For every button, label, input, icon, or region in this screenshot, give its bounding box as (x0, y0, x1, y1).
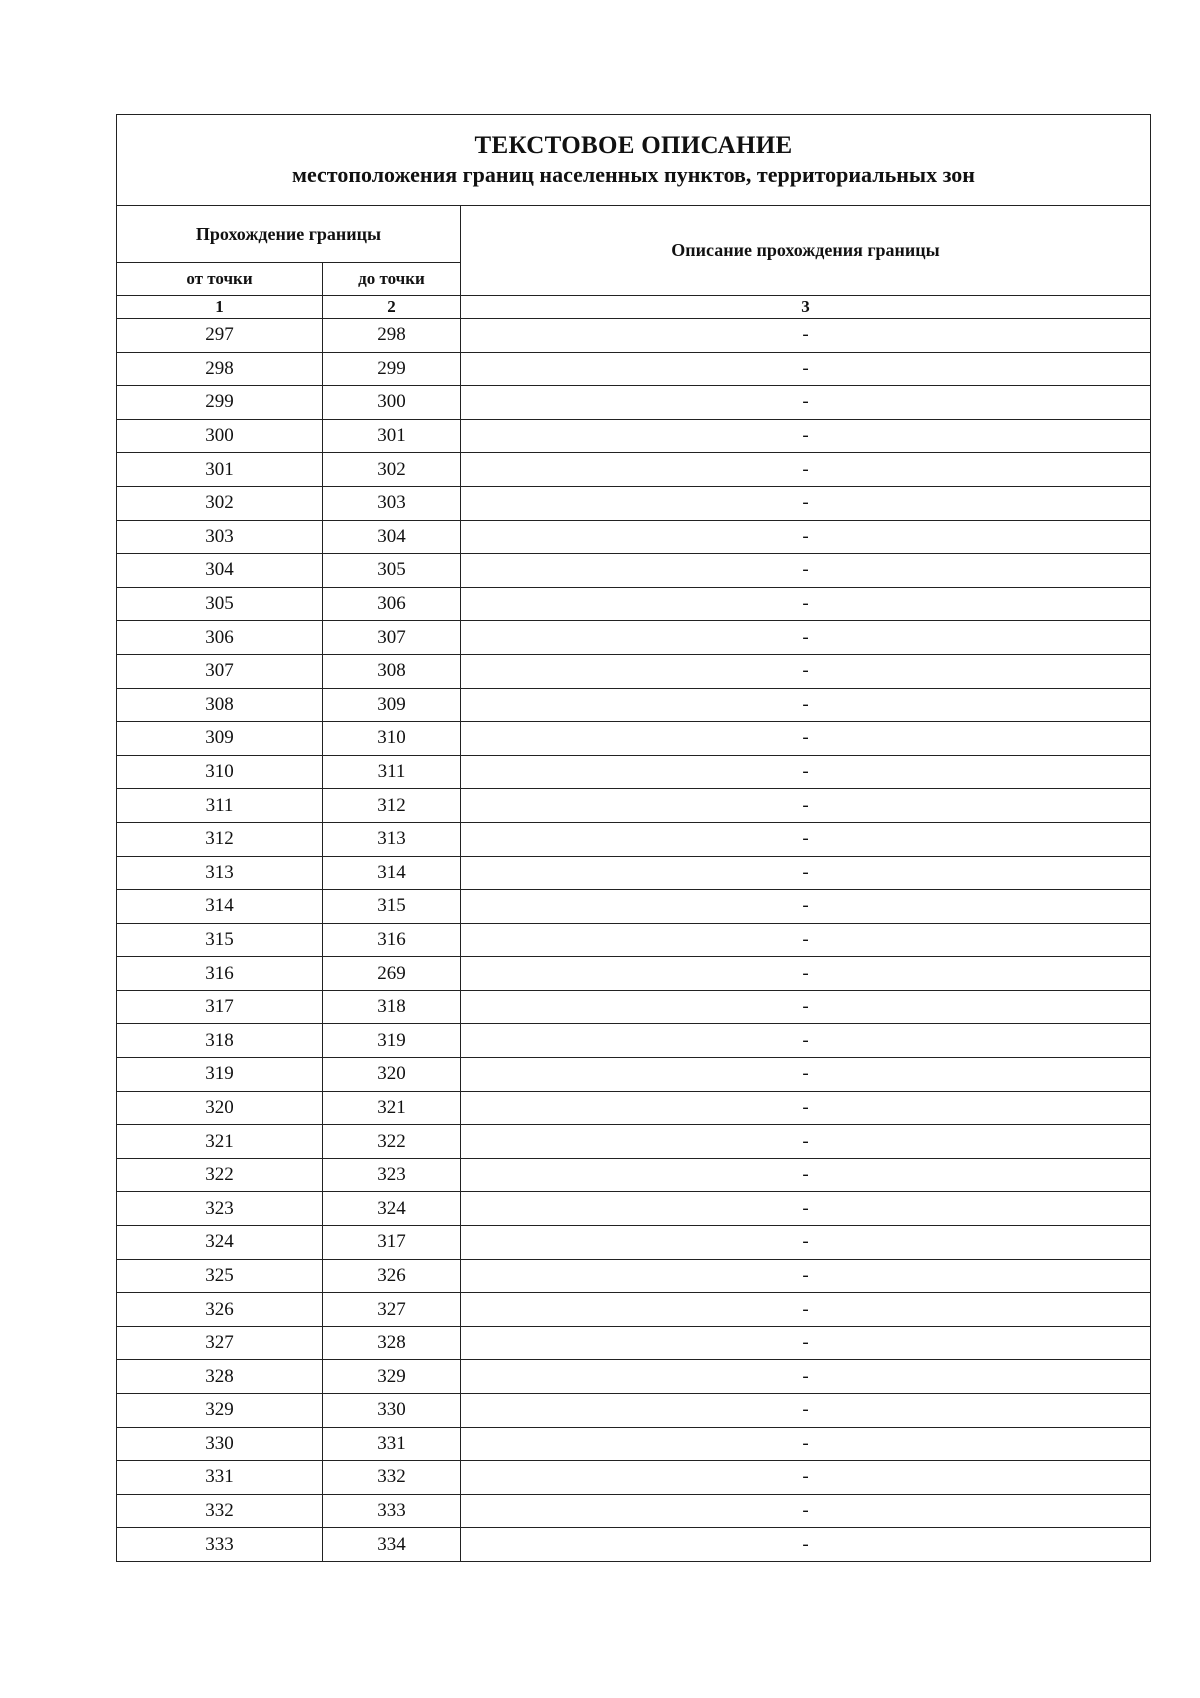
cell-to-point: 332 (323, 1461, 461, 1495)
cell-from-point: 299 (117, 386, 323, 420)
cell-from-point: 319 (117, 1058, 323, 1092)
cell-from-point: 318 (117, 1024, 323, 1058)
table-row (117, 789, 1151, 823)
cell-description: - (461, 1528, 1151, 1562)
cell-from-point: 325 (117, 1259, 323, 1293)
cell-from-point: 327 (117, 1326, 323, 1360)
cell-from-point: 324 (117, 1226, 323, 1260)
cell-description: - (461, 990, 1151, 1024)
table-row (117, 419, 1151, 453)
cell-from-point: 326 (117, 1293, 323, 1327)
table-row (117, 520, 1151, 554)
cell-description: - (461, 822, 1151, 856)
cell-to-point: 309 (323, 688, 461, 722)
cell-to-point: 330 (323, 1394, 461, 1428)
cell-from-point: 317 (117, 990, 323, 1024)
document-page (116, 114, 1150, 1562)
cell-description: - (461, 554, 1151, 588)
cell-to-point: 304 (323, 520, 461, 554)
cell-to-point: 327 (323, 1293, 461, 1327)
cell-description: - (461, 520, 1151, 554)
cell-from-point: 309 (117, 722, 323, 756)
cell-description: - (461, 1058, 1151, 1092)
cell-to-point: 299 (323, 352, 461, 386)
boundary-table (116, 114, 1151, 1562)
cell-description: - (461, 1024, 1151, 1058)
cell-to-point: 323 (323, 1158, 461, 1192)
cell-from-point: 333 (117, 1528, 323, 1562)
cell-to-point: 321 (323, 1091, 461, 1125)
cell-to-point: 269 (323, 957, 461, 991)
table-body (117, 319, 1151, 1562)
cell-from-point: 311 (117, 789, 323, 823)
table-row (117, 1058, 1151, 1092)
cell-description: - (461, 1192, 1151, 1226)
document-title: ТЕКСТОВОЕ ОПИСАНИЕ (474, 132, 793, 159)
table-row (117, 1226, 1151, 1260)
table-row (117, 1024, 1151, 1058)
cell-from-point: 332 (117, 1494, 323, 1528)
table-row (117, 990, 1151, 1024)
cell-description: - (461, 319, 1151, 353)
table-row (117, 1326, 1151, 1360)
cell-description: - (461, 486, 1151, 520)
cell-to-point: 300 (323, 386, 461, 420)
table-row (117, 1125, 1151, 1159)
cell-description: - (461, 1125, 1151, 1159)
cell-from-point: 304 (117, 554, 323, 588)
cell-to-point: 318 (323, 990, 461, 1024)
table-row (117, 957, 1151, 991)
cell-from-point: 323 (117, 1192, 323, 1226)
cell-to-point: 302 (323, 453, 461, 487)
cell-from-point: 306 (117, 621, 323, 655)
cell-to-point: 334 (323, 1528, 461, 1562)
cell-description: - (461, 890, 1151, 924)
cell-description: - (461, 453, 1151, 487)
cell-to-point: 315 (323, 890, 461, 924)
table-row (117, 1091, 1151, 1125)
table-row (117, 319, 1151, 353)
table-row (117, 587, 1151, 621)
cell-description: - (461, 1461, 1151, 1495)
table-row (117, 554, 1151, 588)
cell-to-point: 298 (323, 319, 461, 353)
table-row (117, 1528, 1151, 1562)
table-row (117, 688, 1151, 722)
cell-description: - (461, 1494, 1151, 1528)
header-from-point: от точки (117, 263, 323, 296)
cell-to-point: 319 (323, 1024, 461, 1058)
table-row (117, 1394, 1151, 1428)
table-row (117, 890, 1151, 924)
header-to-point: до точки (323, 263, 461, 296)
cell-description: - (461, 755, 1151, 789)
cell-to-point: 333 (323, 1494, 461, 1528)
cell-from-point: 322 (117, 1158, 323, 1192)
cell-description: - (461, 856, 1151, 890)
cell-to-point: 317 (323, 1226, 461, 1260)
cell-to-point: 303 (323, 486, 461, 520)
cell-to-point: 312 (323, 789, 461, 823)
cell-description: - (461, 688, 1151, 722)
cell-to-point: 314 (323, 856, 461, 890)
column-number-1: 1 (117, 296, 323, 319)
cell-from-point: 310 (117, 755, 323, 789)
table-row (117, 486, 1151, 520)
cell-to-point: 316 (323, 923, 461, 957)
cell-description: - (461, 722, 1151, 756)
document-subtitle: местоположения границ населенных пунктов, территориальных зон (292, 162, 975, 187)
table-row (117, 386, 1151, 420)
table-row (117, 755, 1151, 789)
table-row (117, 722, 1151, 756)
cell-to-point: 310 (323, 722, 461, 756)
cell-from-point: 313 (117, 856, 323, 890)
cell-to-point: 306 (323, 587, 461, 621)
table-row (117, 1461, 1151, 1495)
cell-from-point: 328 (117, 1360, 323, 1394)
title-cell (117, 115, 1151, 206)
table-row (117, 1259, 1151, 1293)
cell-to-point: 322 (323, 1125, 461, 1159)
cell-from-point: 330 (117, 1427, 323, 1461)
cell-to-point: 307 (323, 621, 461, 655)
header-boundary-passage: Прохождение границы (117, 206, 461, 263)
table-row (117, 1427, 1151, 1461)
cell-from-point: 331 (117, 1461, 323, 1495)
cell-description: - (461, 789, 1151, 823)
cell-description: - (461, 621, 1151, 655)
table-row (117, 856, 1151, 890)
cell-from-point: 300 (117, 419, 323, 453)
cell-description: - (461, 1259, 1151, 1293)
cell-description: - (461, 957, 1151, 991)
cell-to-point: 326 (323, 1259, 461, 1293)
cell-from-point: 297 (117, 319, 323, 353)
table-row (117, 352, 1151, 386)
cell-to-point: 328 (323, 1326, 461, 1360)
cell-description: - (461, 1293, 1151, 1327)
cell-description: - (461, 419, 1151, 453)
cell-from-point: 298 (117, 352, 323, 386)
table-row (117, 1360, 1151, 1394)
table-row (117, 1494, 1151, 1528)
cell-description: - (461, 1427, 1151, 1461)
cell-to-point: 301 (323, 419, 461, 453)
cell-description: - (461, 1326, 1151, 1360)
column-number-3: 3 (461, 296, 1151, 319)
cell-description: - (461, 923, 1151, 957)
cell-from-point: 302 (117, 486, 323, 520)
cell-from-point: 307 (117, 654, 323, 688)
table-row (117, 621, 1151, 655)
cell-from-point: 308 (117, 688, 323, 722)
cell-description: - (461, 1158, 1151, 1192)
table-row (117, 453, 1151, 487)
cell-to-point: 331 (323, 1427, 461, 1461)
cell-from-point: 316 (117, 957, 323, 991)
table-row (117, 1293, 1151, 1327)
cell-description: - (461, 1394, 1151, 1428)
cell-to-point: 320 (323, 1058, 461, 1092)
cell-to-point: 308 (323, 654, 461, 688)
cell-from-point: 312 (117, 822, 323, 856)
cell-description: - (461, 352, 1151, 386)
cell-from-point: 329 (117, 1394, 323, 1428)
cell-to-point: 324 (323, 1192, 461, 1226)
cell-description: - (461, 386, 1151, 420)
header-description: Описание прохождения границы (461, 206, 1151, 296)
cell-to-point: 313 (323, 822, 461, 856)
cell-from-point: 321 (117, 1125, 323, 1159)
cell-description: - (461, 1091, 1151, 1125)
cell-description: - (461, 1360, 1151, 1394)
cell-from-point: 315 (117, 923, 323, 957)
table-row (117, 654, 1151, 688)
table-row (117, 923, 1151, 957)
table-row (117, 1192, 1151, 1226)
cell-to-point: 329 (323, 1360, 461, 1394)
cell-from-point: 320 (117, 1091, 323, 1125)
cell-from-point: 303 (117, 520, 323, 554)
table-row (117, 822, 1151, 856)
cell-description: - (461, 1226, 1151, 1260)
cell-from-point: 305 (117, 587, 323, 621)
table-row (117, 1158, 1151, 1192)
cell-from-point: 301 (117, 453, 323, 487)
cell-description: - (461, 654, 1151, 688)
cell-to-point: 305 (323, 554, 461, 588)
cell-description: - (461, 587, 1151, 621)
column-number-2: 2 (323, 296, 461, 319)
cell-from-point: 314 (117, 890, 323, 924)
cell-to-point: 311 (323, 755, 461, 789)
